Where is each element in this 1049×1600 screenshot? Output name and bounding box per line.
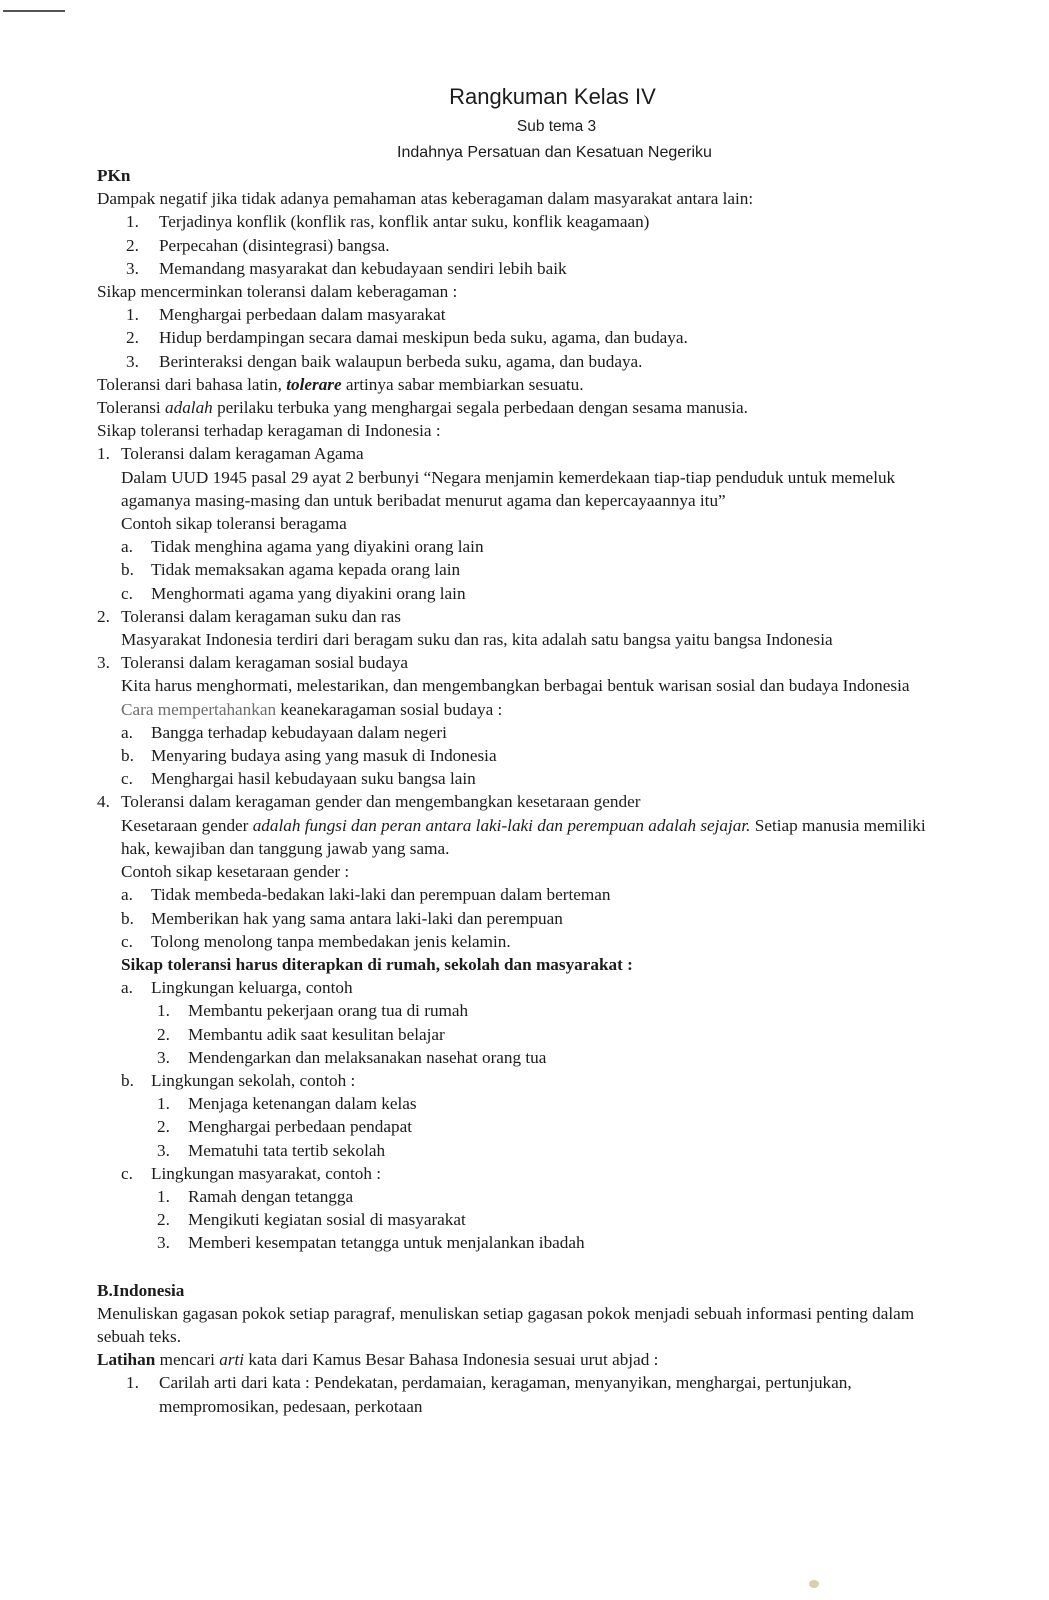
list-item: [97, 1092, 947, 1115]
list-item: [97, 767, 947, 790]
list-text: Tidak menghina agama yang diyakini orang lain: [151, 537, 484, 557]
toleransi-item-agama: [97, 442, 947, 465]
list-text: Menjaga ketenangan dalam kelas: [188, 1094, 417, 1114]
list-text: Hidup berdampingan secara damai meskipun beda suku, agama, dan budaya.: [159, 328, 688, 348]
list-text: Tidak memaksakan agama kepada orang lain: [151, 560, 461, 580]
list-text: Ramah dengan tetangga: [188, 1186, 354, 1206]
scan-artifact: [3, 10, 65, 12]
list-number: 3.: [157, 1140, 170, 1160]
latihan-text: kata dari Kamus Besar Bahasa Indonesia sesuai urut abjad :: [244, 1350, 659, 1370]
list-item: [97, 930, 947, 953]
list-text: Berinteraksi dengan baik walaupun berbeda suku, agama, dan budaya.: [159, 351, 643, 371]
list-text: Memberi kesempatan tetangga untuk menjalankan ibadah: [188, 1233, 585, 1253]
list-number: 1.: [126, 1373, 139, 1393]
list-number: 2.: [157, 1210, 170, 1230]
list-text: Memberikan hak yang sama antara laki-laki dan perempuan: [151, 908, 563, 928]
description-text: Setiap manusia memiliki hak, kewajiban dan tanggung jawab yang sama.: [121, 815, 926, 858]
list-letter: a.: [121, 722, 133, 742]
list-number: 2.: [126, 235, 139, 255]
document-title: Rangkuman Kelas IV: [449, 84, 656, 109]
dampak-intro: Dampak negatif jika tidak adanya pemahaman atas keberagaman dalam masyarakat antara lain:: [97, 189, 754, 209]
list-letter: b.: [121, 560, 134, 580]
list-text: Lingkungan keluarga, contoh: [151, 978, 353, 998]
list-item: [97, 1023, 947, 1046]
list-item: [97, 907, 947, 930]
sikap-toleransi-intro: Sikap toleransi terhadap keragaman di Indonesia :: [97, 421, 441, 441]
list-text: Perpecahan (disintegrasi) bangsa.: [159, 235, 390, 255]
list-number: 3.: [157, 1047, 170, 1067]
list-number: 1.: [126, 305, 139, 325]
definition-text: artinya sabar membiarkan sesuatu.: [341, 374, 584, 394]
list-number: 3.: [97, 653, 110, 673]
list-number: 1.: [157, 1094, 170, 1114]
list-number: 2.: [157, 1024, 170, 1044]
list-letter: a.: [121, 978, 133, 998]
list-letter: b.: [121, 1070, 134, 1090]
document-subtitle: Sub tema 3: [516, 118, 597, 135]
list-item: [97, 326, 947, 349]
list-letter: c.: [121, 769, 133, 789]
definition-text: perilaku terbuka yang menghargai segala perbedaan dengan sesama manusia.: [212, 398, 748, 418]
list-text: Menghargai perbedaan dalam masyarakat: [159, 305, 446, 325]
item-description: Kita harus menghormati, melestarikan, dan mengembangkan berbagai bentuk warisan sosial dan budaya Indonesia: [121, 676, 910, 696]
definition-text: Toleransi: [97, 398, 166, 418]
lingkungan-item: [97, 1069, 947, 1092]
list-text: Tolong menolong tanpa membedakan jenis kelamin.: [151, 931, 511, 951]
emphasis-text: adalah: [165, 398, 213, 418]
list-text: Carilah arti dari kata : Pendekatan, perdamaian, keragaman, menyanyikan, menghargai, pertunjukan, mempromosikan, pedesaan, perkotaan: [159, 1373, 852, 1416]
list-item: [97, 535, 947, 558]
list-item: [97, 303, 947, 326]
item-description: Dalam UUD 1945 pasal 29 ayat 2 berbunyi “Negara menjamin kemerdekaan tiap-tiap penduduk untuk memeluk agamanya masing-masing dan untuk beribadat menurut agama dan kepercayaannya itu”: [121, 467, 896, 510]
list-text: Mematuhi tata tertib sekolah: [188, 1140, 386, 1160]
latihan-intro: [97, 1348, 947, 1371]
section-heading-pkn: PKn: [97, 166, 131, 185]
toleransi-item-budaya: [97, 651, 947, 674]
definition-text: Toleransi dari bahasa latin,: [97, 374, 287, 394]
list-item: [97, 350, 947, 373]
cara-text: keanekaragaman sosial budaya :: [276, 699, 503, 719]
item-title: Toleransi dalam keragaman sosial budaya: [121, 653, 409, 673]
list-item: [97, 1046, 947, 1069]
sikap-bold-heading: [97, 953, 947, 976]
list-number: 2.: [97, 606, 110, 626]
list-item: [97, 582, 947, 605]
list-number: 1.: [126, 212, 139, 232]
list-number: 1.: [97, 444, 110, 464]
item-title: Toleransi dalam keragaman gender dan mengembangkan kesetaraan gender: [121, 792, 641, 812]
faded-text: Cara mempertahankan: [121, 699, 277, 719]
sikap-intro: Sikap mencerminkan toleransi dalam keberagaman :: [97, 282, 458, 302]
list-text: Mengikuti kegiatan sosial di masyarakat: [188, 1210, 466, 1230]
list-item: [97, 1139, 947, 1162]
list-text: Menghargai perbedaan pendapat: [188, 1117, 412, 1137]
lingkungan-item: [97, 976, 947, 999]
toleransi-definition: [97, 396, 947, 419]
list-item: [97, 744, 947, 767]
list-number: 1.: [157, 1001, 170, 1021]
cara-label: [97, 698, 947, 721]
list-item: [97, 558, 947, 581]
bold-text: Latihan: [97, 1350, 156, 1370]
list-number: 4.: [97, 792, 110, 812]
list-item: [97, 1115, 947, 1138]
toleransi-item-gender: [97, 790, 947, 813]
bold-text: Sikap toleransi harus diterapkan di rumah, sekolah dan masyarakat :: [121, 954, 633, 974]
toleransi-item-suku: [97, 605, 947, 628]
emphasis-text: arti: [219, 1350, 245, 1370]
list-letter: b.: [121, 746, 134, 766]
list-item: [97, 1371, 947, 1417]
item-title: Toleransi dalam keragaman Agama: [121, 444, 364, 464]
list-letter: c.: [121, 583, 133, 603]
list-number: 1.: [157, 1186, 170, 1206]
list-text: Menghormati agama yang diyakini orang lain: [151, 583, 466, 603]
item-title: Toleransi dalam keragaman suku dan ras: [121, 606, 401, 626]
list-text: Membantu pekerjaan orang tua di rumah: [188, 1001, 469, 1021]
scan-speck: [809, 1580, 819, 1588]
list-item: [97, 999, 947, 1022]
list-letter: a.: [121, 885, 133, 905]
list-letter: c.: [121, 931, 133, 951]
list-number: 2.: [157, 1117, 170, 1137]
item-description: [97, 814, 947, 860]
lingkungan-item: [97, 1162, 947, 1185]
latin-term: tolerare: [286, 374, 342, 394]
latihan-text: mencari: [155, 1350, 220, 1370]
contoh-label: Contoh sikap toleransi beragama: [121, 514, 347, 534]
emphasis-text: adalah fungsi dan peran antara laki-laki dan perempuan adalah sejajar.: [252, 815, 751, 835]
list-item: [97, 883, 947, 906]
list-text: Memandang masyarakat dan kebudayaan sendiri lebih baik: [159, 258, 567, 278]
contoh-label: Contoh sikap kesetaraan gender :: [121, 862, 350, 882]
description-text: Kesetaraan gender: [121, 815, 253, 835]
list-number: 3.: [126, 258, 139, 278]
list-text: Lingkungan sekolah, contoh :: [151, 1070, 356, 1090]
list-number: 3.: [126, 351, 139, 371]
section-heading-bindo: B.Indonesia: [97, 1280, 185, 1300]
list-text: Menghargai hasil kebudayaan suku bangsa lain: [151, 769, 476, 789]
list-letter: b.: [121, 908, 134, 928]
list-item: [97, 1208, 947, 1231]
list-text: Bangga terhadap kebudayaan dalam negeri: [151, 722, 447, 742]
list-text: Menyaring budaya asing yang masuk di Indonesia: [151, 746, 497, 766]
list-item: [97, 1231, 947, 1254]
list-item: [97, 210, 947, 233]
toleransi-definition-latin: [97, 373, 947, 396]
list-text: Tidak membeda-bedakan laki-laki dan perempuan dalam berteman: [151, 885, 611, 905]
list-text: Terjadinya konflik (konflik ras, konflik antar suku, konflik keagamaan): [159, 212, 650, 232]
list-letter: a.: [121, 537, 133, 557]
bindo-paragraph: Menuliskan gagasan pokok setiap paragraf, menuliskan setiap gagasan pokok menjadi sebuah informasi penting dalam sebuah teks.: [97, 1303, 915, 1346]
list-text: Mendengarkan dan melaksanakan nasehat orang tua: [188, 1047, 547, 1067]
list-letter: c.: [121, 1163, 133, 1183]
document-body: [97, 164, 947, 1418]
list-text: Membantu adik saat kesulitan belajar: [188, 1024, 445, 1044]
list-number: 3.: [157, 1233, 170, 1253]
list-item: [97, 257, 947, 280]
list-item: [97, 1185, 947, 1208]
section-spacer: [97, 1255, 947, 1279]
document-theme: Indahnya Persatuan dan Kesatuan Negeriku: [397, 144, 712, 161]
item-description: Masyarakat Indonesia terdiri dari beragam suku dan ras, kita adalah satu bangsa yaitu bangsa Indonesia: [121, 630, 833, 650]
list-item: [97, 234, 947, 257]
list-text: Lingkungan masyarakat, contoh :: [151, 1163, 382, 1183]
list-number: 2.: [126, 328, 139, 348]
list-item: [97, 721, 947, 744]
